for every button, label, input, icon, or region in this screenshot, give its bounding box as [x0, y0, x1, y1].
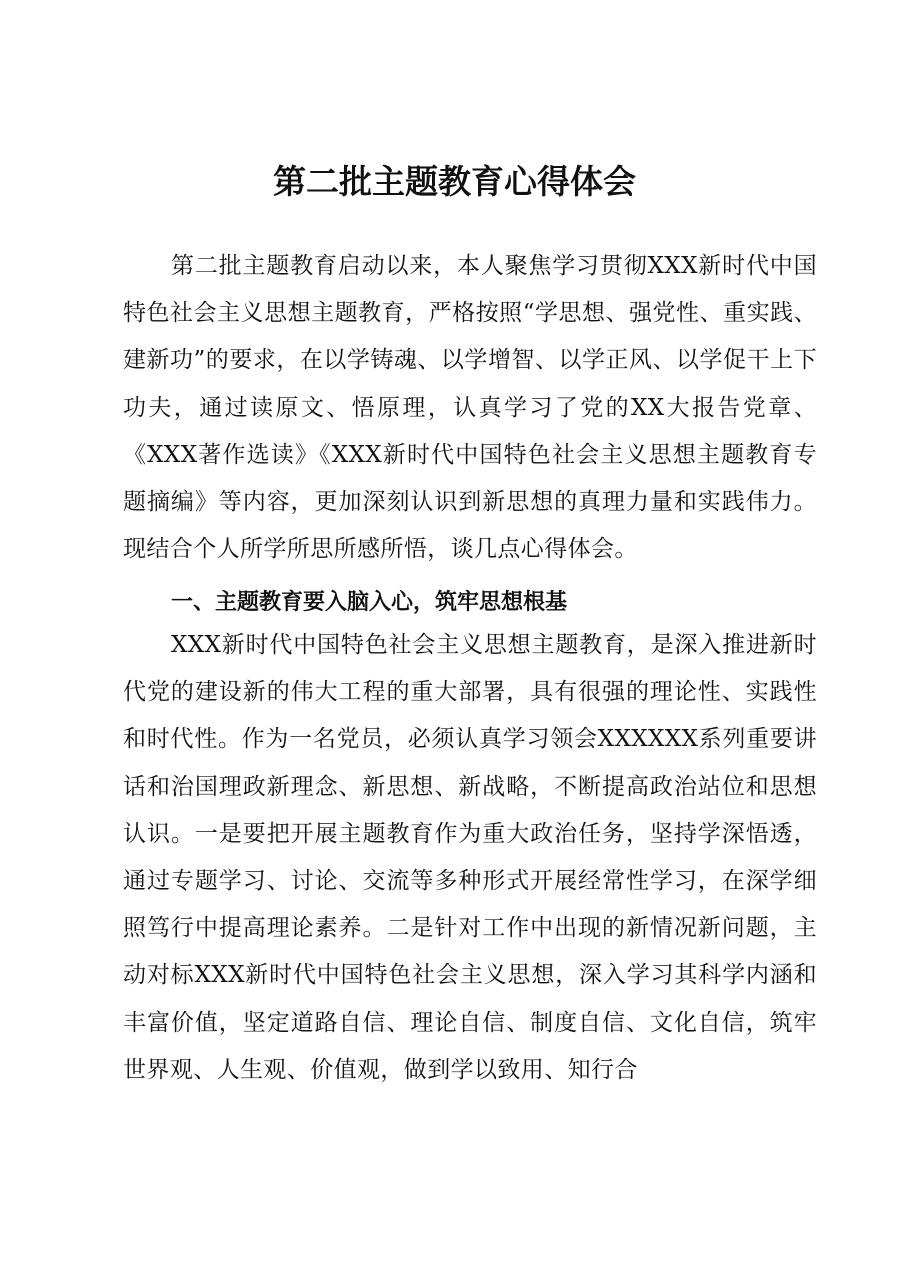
intro-paragraph: 第二批主题教育启动以来，本人聚焦学习贯彻XXX新时代中国特色社会主义思想主题教育，严格按照“学思想、强党性、重实践、建新功”的要求，在以学铸魂、以学增智、以学正风、以学促干上下功夫，通过读原文、悟原理，认真学习了党的XX大报告党章、《XXX著作选读》《XXX新时代中国特色社会主义思想主题教育专题摘编》等内容，更加深刻认识到新思想的真理力量和实践伟力。现结合个人所学所思所感所悟，谈几点心得体会。	[123, 253, 817, 563]
document-title: 第二批主题教育心得体会	[273, 162, 636, 201]
section-1-paragraph: XXX新时代中国特色社会主义思想主题教育，是深入推进新时代党的建设新的伟大工程的重大部署，具有很强的理论性、实践性和时代性。作为一名党员，必须认真学习领会XXXXXX系列重要讲话和治国理政新理念、新思想、新战略，不断提高政治站位和思想认识。一是要把开展主题教育作为重大政治任务，坚持学深悟透，通过专题学习、讨论、交流等多种形式开展经常性学习，在深学细照笃行中提高理论素养。二是针对工作中出现的新情况新问题，主动对标XXX新时代中国特色社会主义思想，深入学习其科学内涵和丰富价值，坚定道路自信、理论自信、制度自信、文化自信，筑牢世界观、人生观、价值观，做到学以致用、知行合	[123, 632, 817, 1083]
section-heading-1: 一、主题教育要入脑入心，筑牢思想根基	[171, 590, 568, 615]
